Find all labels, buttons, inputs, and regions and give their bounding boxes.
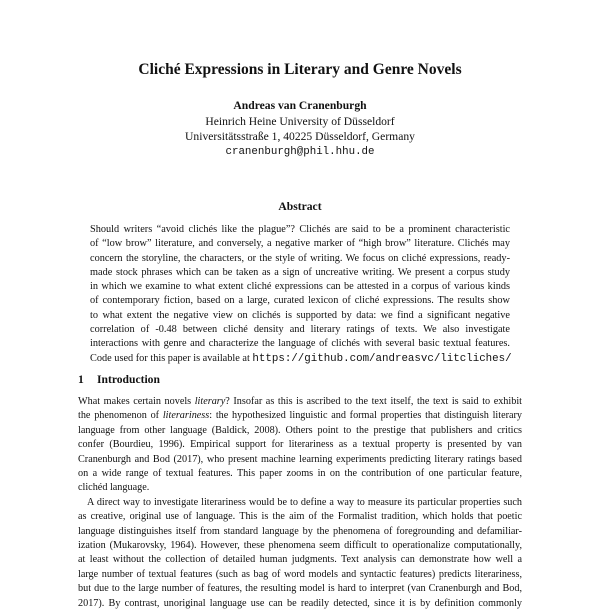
abstract-line: Should writers “avoid clichés like the plague”? Clichés are said to be a prominent characteristic	[90, 224, 510, 235]
emphasis-literariness: literariness	[162, 410, 210, 422]
author-affiliation: Heinrich Heine University of Düsseldorf	[205, 114, 395, 128]
intro-line: the phenomenon of literariness: the hypothesized linguistic and formal properties that distinguish literary	[78, 410, 522, 422]
intro-line: language from other language (Baldick, 2008). Others point to the prestige that publishers and critics	[78, 424, 522, 436]
abstract-line: correlation of -0.48 between cliché density and literary ratings of texts. We also investigate	[90, 324, 510, 336]
abstract-line: of contemporary fiction, based on a large, curated lexicon of cliché expressions. The results show	[90, 295, 510, 307]
abstract-line: concern the storyline, the characters, or the style of writing. We focus on cliché expressions, ready-	[90, 252, 510, 264]
intro-line: as creative, original use of language. This is the aim of the Formalist tradition, which holds that poetic	[78, 511, 522, 523]
intro-line: ization (Mukarovsky, 1964). However, these phenomena seem difficult to operationalize computationally,	[78, 540, 522, 552]
author-block	[0, 98, 600, 160]
paper-title: Cliché Expressions in Literary and Genre Novels	[138, 61, 462, 78]
intro-line: A direct way to investigate literariness would be to define a way to measure its particular properties such	[87, 496, 522, 508]
abstract-body	[90, 223, 510, 366]
emphasis-literary: literary	[194, 396, 226, 407]
abstract-line: made stock phrases which can be taken as a sign of uncreative writing. We present a corpus study	[90, 266, 510, 278]
intro-line: at least without the collection of detailed human judgments. Text analysis can demonstrate how well a	[78, 554, 522, 566]
intro-line: 2017). By contrast, unoriginal language use can be readily detected, since it is by definition commonly	[78, 597, 522, 609]
abstract-line: in which we examine to what extent cliché expressions can be attested in a corpus of various kinds	[90, 281, 510, 293]
intro-line: on a wide range of textual features. This paper zooms in on the contribution of one particular feature,	[78, 468, 522, 480]
intro-line: Cranenburgh and Bod (2017), who present machine learning experiments predicting literary ratings based	[78, 453, 522, 465]
author-email: cranenburgh@phil.hhu.de	[225, 145, 375, 158]
abstract-line: to what extent the negative view on clichés is supported by data: we find a significant negative	[90, 309, 510, 321]
intro-line: language distinguishes itself from standard language by the phenomena of foregrounding and defamiliar-	[78, 525, 522, 537]
abstract-line: interactions with genre and characterize the language of clichés with several basic textual features.	[90, 338, 510, 350]
author-name: Andreas van Cranenburgh	[233, 99, 367, 112]
intro-line: large number of textual features (such as bag of word models and syntactic features) predicts literariness,	[78, 568, 522, 580]
intro-line: confer (Bourdieu, 1996). Empirical support for literariness as a textual property is presented by van	[78, 439, 522, 451]
introduction-body	[78, 395, 522, 611]
section-title: Introduction	[97, 373, 160, 386]
intro-line: What makes certain novels literary? Insofar as this is ascribed to the text itself, the text is said to exhibit	[78, 396, 522, 407]
section-heading-introduction	[78, 373, 160, 387]
author-address: Universitätsstraße 1, 40225 Düsseldorf, Germany	[185, 130, 415, 143]
abstract-heading: Abstract	[278, 200, 322, 213]
code-url-link[interactable]: https://github.com/andreasvc/litcliches/	[252, 352, 512, 365]
section-number: 1	[78, 373, 84, 386]
intro-line: but due to the large number of features, the resulting model is hard to interpret (van Cranenburgh and Bod,	[78, 583, 522, 595]
abstract-line: of “low brow” literature, and conversely, a negative marker of “high brow” literature. Clichés may	[90, 238, 510, 250]
abstract-code-line	[90, 352, 510, 366]
abstract-code-prefix: Code used for this paper is available at	[90, 352, 253, 364]
intro-line: clichéd language.	[78, 482, 150, 494]
